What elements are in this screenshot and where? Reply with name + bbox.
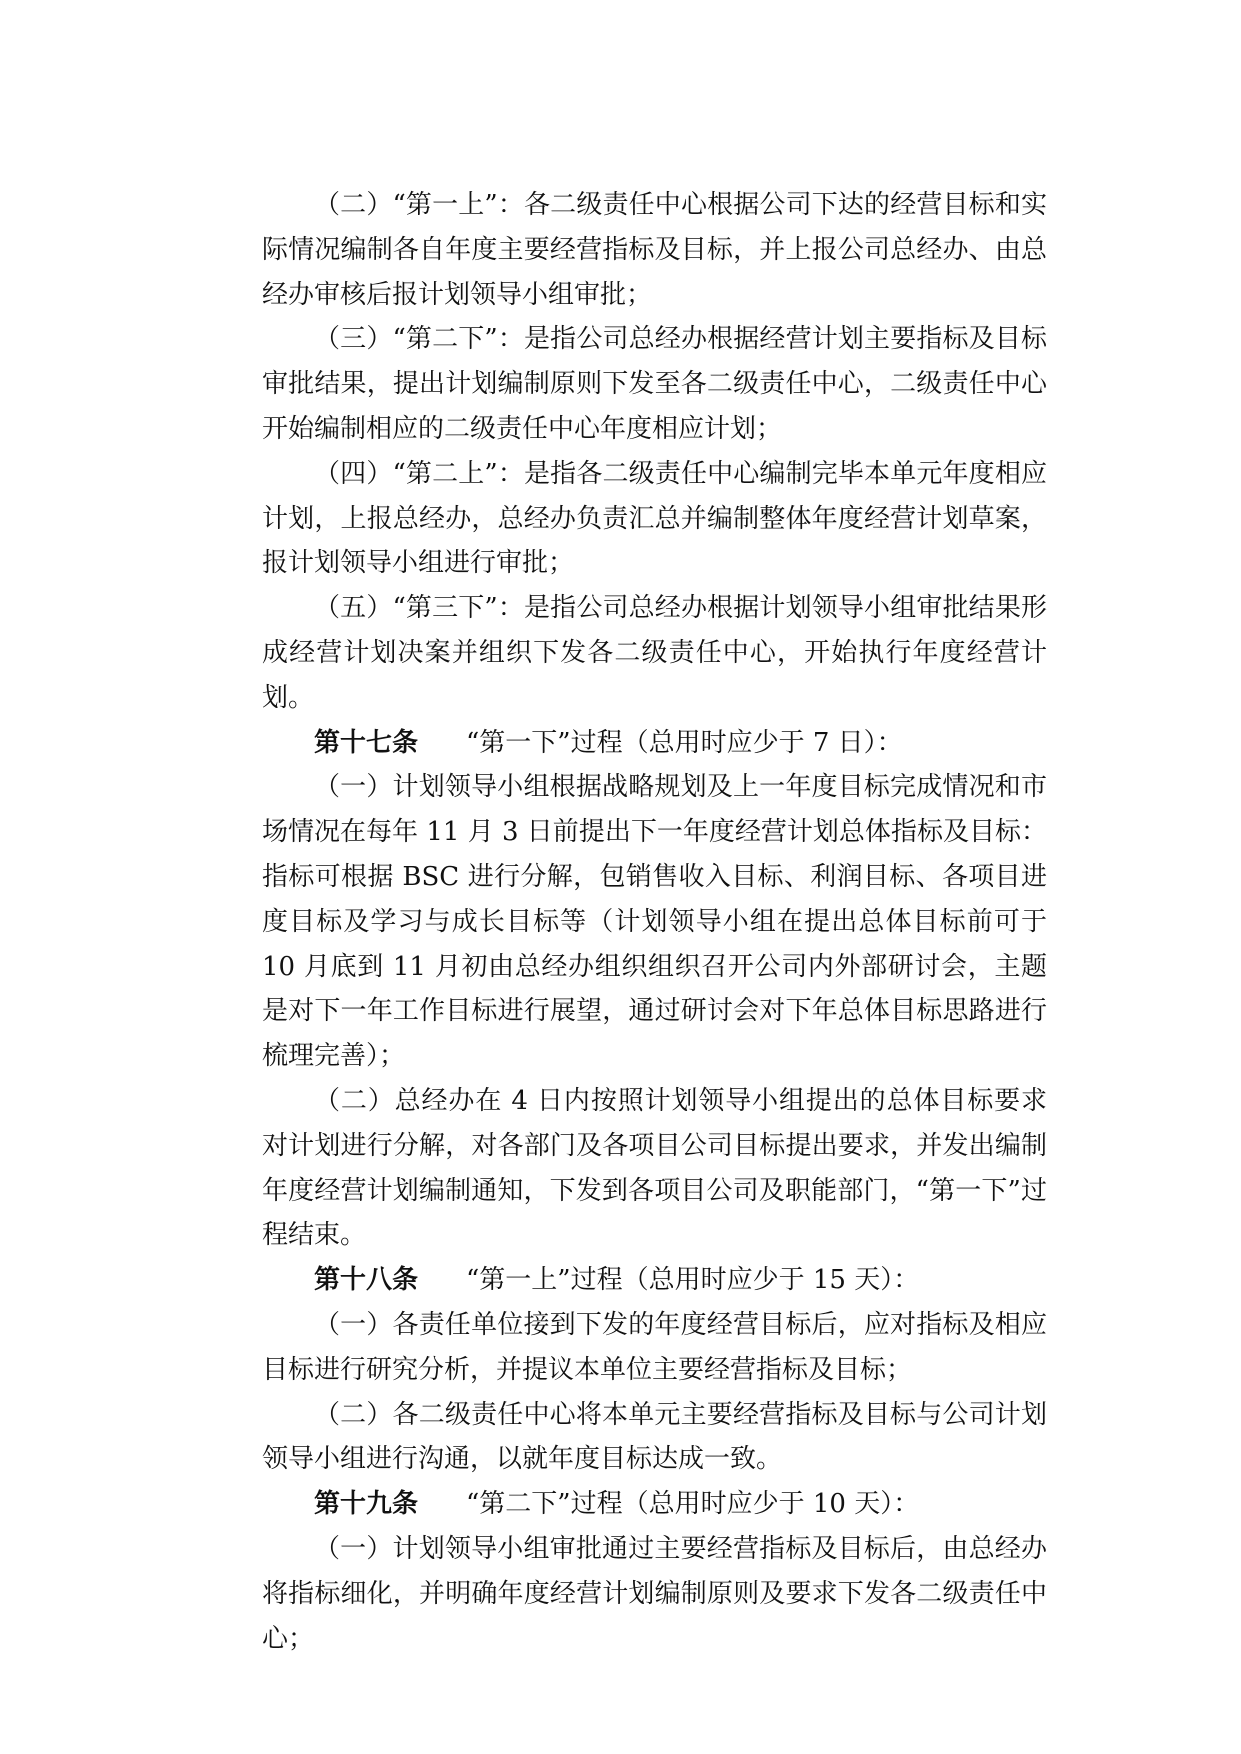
article-heading [262, 1482, 1047, 1527]
paragraph: （二）各二级责任中心将本单元主要经营指标及目标与公司计划领导小组进行沟通，以就年度目标达成一致。 [262, 1399, 1047, 1475]
article-title: “第二下”过程（总用时应少于 10 天）： [466, 1489, 920, 1520]
document-page [262, 183, 1047, 1661]
paragraph: （一）各责任单位接到下发的年度经营目标后，应对指标及相应目标进行研究分析，并提议本单位主要经营指标及目标； [262, 1309, 1047, 1385]
paragraph: （五）“第三下”：是指公司总经办根据计划领导小组审批结果形成经营计划决案并组织下发各二级责任中心，开始执行年度经营计划。 [262, 593, 1047, 713]
article-number: 第十八条 [314, 1265, 419, 1296]
article-title: “第一下”过程（总用时应少于 7 日）： [466, 727, 903, 758]
paragraph: （三）“第二下”：是指公司总经办根据经营计划主要指标及目标审批结果，提出计划编制原则下发至各二级责任中心，二级责任中心开始编制相应的二级责任中心年度相应计划； [262, 324, 1047, 444]
article-number: 第十九条 [314, 1489, 419, 1520]
article-title: “第一上”过程（总用时应少于 15 天）： [466, 1265, 920, 1296]
article-number: 第十七条 [314, 727, 419, 758]
paragraph: （四）“第二上”：是指各二级责任中心编制完毕本单元年度相应计划，上报总经办，总经办负责汇总并编制整体年度经营计划草案，报计划领导小组进行审批； [262, 458, 1047, 579]
article-heading [262, 721, 1047, 766]
paragraph: （一）计划领导小组审批通过主要经营指标及目标后，由总经办将指标细化，并明确年度经营计划编制原则及要求下发各二级责任中心； [262, 1533, 1047, 1654]
paragraph: （一）计划领导小组根据战略规划及上一年度目标完成情况和市场情况在每年 11 月 3 日前提出下一年度经营计划总体指标及目标：指标可根据 BSC 进行分解，包销售收入目标、利润目标、各项目进度目标及学习与成长目标等（计划领导小组在提出总体目标前可于 10 月底到 11 月初由总经办组织组织召开公司内外部研讨会，主题是对下一年工作目标进行展望，通过研讨会对下年总体目标思路进行梳理完善）； [262, 772, 1047, 1072]
paragraph: （二）总经办在 4 日内按照计划领导小组提出的总体目标要求对计划进行分解，对各部门及各项目公司目标提出要求，并发出编制年度经营计划编制通知，下发到各项目公司及职能部门，“第一下”过程结束。 [262, 1085, 1047, 1251]
paragraph: （二）“第一上”：各二级责任中心根据公司下达的经营目标和实际情况编制各自年度主要经营指标及目标，并上报公司总经办、由总经办审核后报计划领导小组审批； [262, 190, 1047, 310]
article-heading [262, 1258, 1047, 1303]
